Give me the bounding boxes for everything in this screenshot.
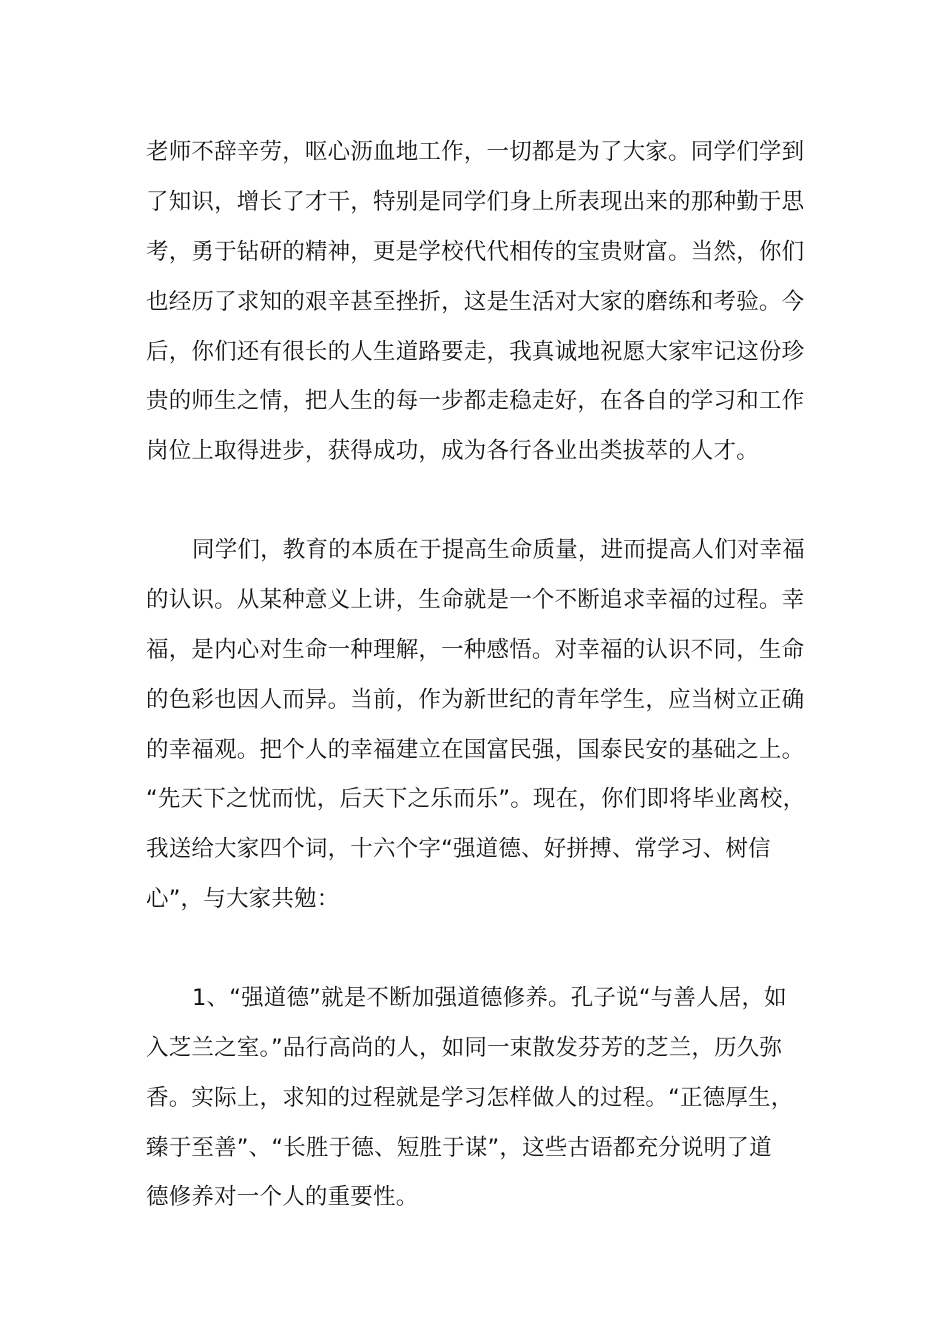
paragraph-1-line-3: 考，勇于钻研的精神，更是学校代代相传的宝贵财富。当然，你们	[146, 239, 805, 265]
paragraph-1-line-1: 老师不辞辛劳，呕心沥血地工作，一切都是为了大家。同学们学到	[146, 139, 805, 165]
paragraph-1-line-2: 了知识，增长了才干，特别是同学们身上所表现出来的那种勤于思	[146, 189, 805, 215]
paragraph-2-line-3: 福，是内心对生命一种理解，一种感悟。对幸福的认识不同，生命	[146, 637, 805, 663]
paragraph-1-line-5: 后，你们还有很长的人生道路要走，我真诚地祝愿大家牢记这份珍	[146, 339, 805, 365]
paragraph-2-line-8: 心”，与大家共勉：	[146, 886, 340, 912]
paragraph-1-line-6: 贵的师生之情，把人生的每一步都走稳走好，在各自的学习和工作	[146, 388, 805, 414]
paragraph-2-line-2: 的认识。从某种意义上讲，生命就是一个不断追求幸福的过程。幸	[146, 587, 805, 613]
paragraph-2-line-1: 同学们，教育的本质在于提高生命质量，进而提高人们对幸福	[192, 537, 805, 563]
paragraph-2-line-6: “先天下之忧而忧，后天下之乐而乐”。现在，你们即将毕业离校，	[146, 786, 806, 812]
paragraph-3-line-2: 入芝兰之室。”品行高尚的人，如同一束散发芬芳的芝兰，历久弥	[146, 1035, 783, 1061]
paragraph-1-line-4: 也经历了求知的艰辛甚至挫折，这是生活对大家的磨练和考验。今	[146, 289, 805, 315]
paragraph-2-line-4: 的色彩也因人而异。当前，作为新世纪的青年学生，应当树立正确	[146, 687, 805, 713]
paragraph-1-line-7: 岗位上取得进步，获得成功，成为各行各业出类拔萃的人才。	[146, 438, 759, 464]
paragraph-3-line-5: 德修养对一个人的重要性。	[146, 1184, 419, 1210]
paragraph-2-line-7: 我送给大家四个词，十六个字“强道德、好拼搏、常学习、树信	[146, 836, 771, 862]
paragraph-3-line-1: 1、“强道德”就是不断加强道德修养。孔子说“与善人居，如	[192, 985, 787, 1011]
paragraph-3-line-3: 香。实际上，求知的过程就是学习怎样做人的过程。“正德厚生，	[146, 1085, 794, 1111]
paragraph-2-line-5: 的幸福观。把个人的幸福建立在国富民强，国泰民安的基础之上。	[146, 737, 805, 763]
paragraph-3-line-4: 臻于至善”、“长胜于德、短胜于谋”，这些古语都充分说明了道	[146, 1135, 772, 1161]
